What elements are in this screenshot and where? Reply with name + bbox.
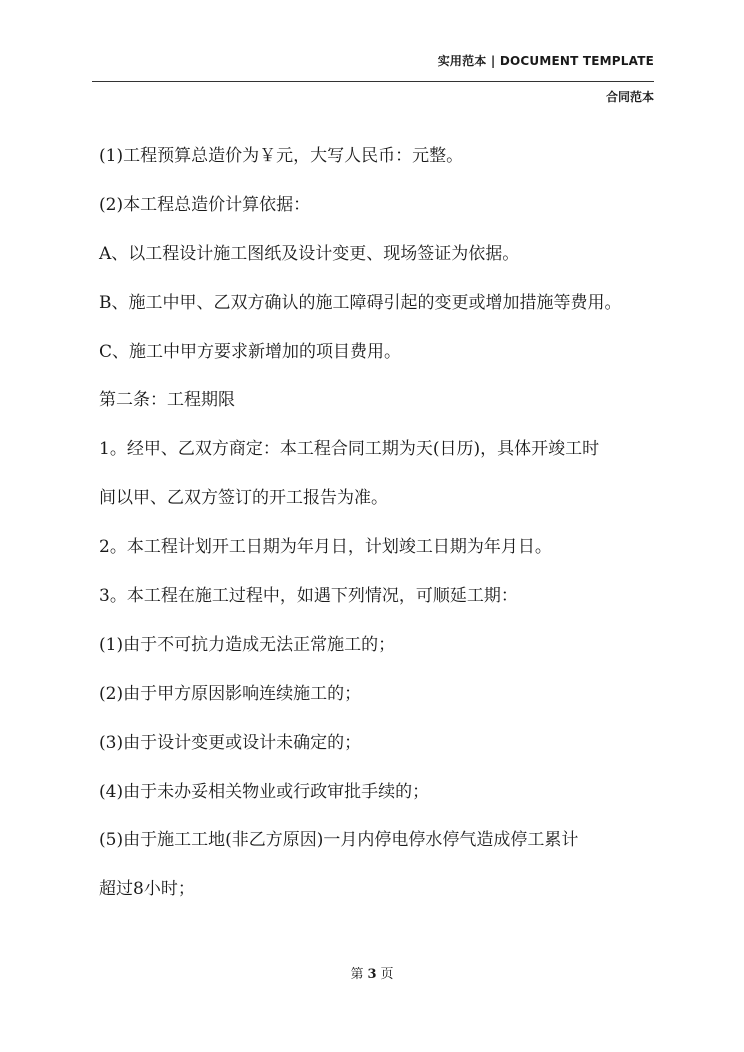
paragraph: 2。本工程计划开工日期为年月日，计划竣工日期为年月日。 <box>99 537 552 558</box>
list-item: (3)由于设计变更或设计未确定的； <box>99 732 362 753</box>
paragraph: (1)工程预算总造价为￥元，大写人民币：元整。 <box>99 146 464 166</box>
paragraph: A、以工程设计施工图纸及设计变更、现场签证为依据。 <box>99 243 520 264</box>
paragraph: 3。本工程在施工过程中，如遇下列情况，可顺延工期： <box>99 586 518 607</box>
page-footer <box>0 963 744 982</box>
paragraph: 1。经甲、乙双方商定：本工程合同工期为天(日历)，具体开竣工时 <box>99 439 600 460</box>
page-label-prefix: 第 <box>350 967 364 982</box>
paragraph: C、施工中甲方要求新增加的项目费用。 <box>99 341 402 362</box>
list-item: (2)由于甲方原因影响连续施工的； <box>99 683 362 704</box>
page-number: 3 <box>367 967 377 982</box>
header-divider <box>92 81 654 82</box>
document-body <box>99 140 659 922</box>
paragraph: B、施工中甲、乙双方确认的施工障碍引起的变更或增加措施等费用。 <box>99 292 622 313</box>
list-item: (5)由于施工工地(非乙方原因)一月内停电停水停气造成停工累计 <box>99 830 579 851</box>
paragraph: 间以甲、乙双方签订的开工报告为准。 <box>99 488 388 509</box>
list-item: 超过8小时； <box>99 879 195 900</box>
section-heading: 第二条：工程期限 <box>99 390 235 411</box>
header-title: 实用范本 | DOCUMENT TEMPLATE <box>437 54 654 68</box>
paragraph: (2)本工程总造价计算依据： <box>99 194 311 215</box>
list-item: (1)由于不可抗力造成无法正常施工的； <box>99 634 396 655</box>
page-label-suffix: 页 <box>380 967 394 982</box>
list-item: (4)由于未办妥相关物业或行政审批手续的； <box>99 781 430 802</box>
header-subtitle: 合同范本 <box>605 90 654 104</box>
